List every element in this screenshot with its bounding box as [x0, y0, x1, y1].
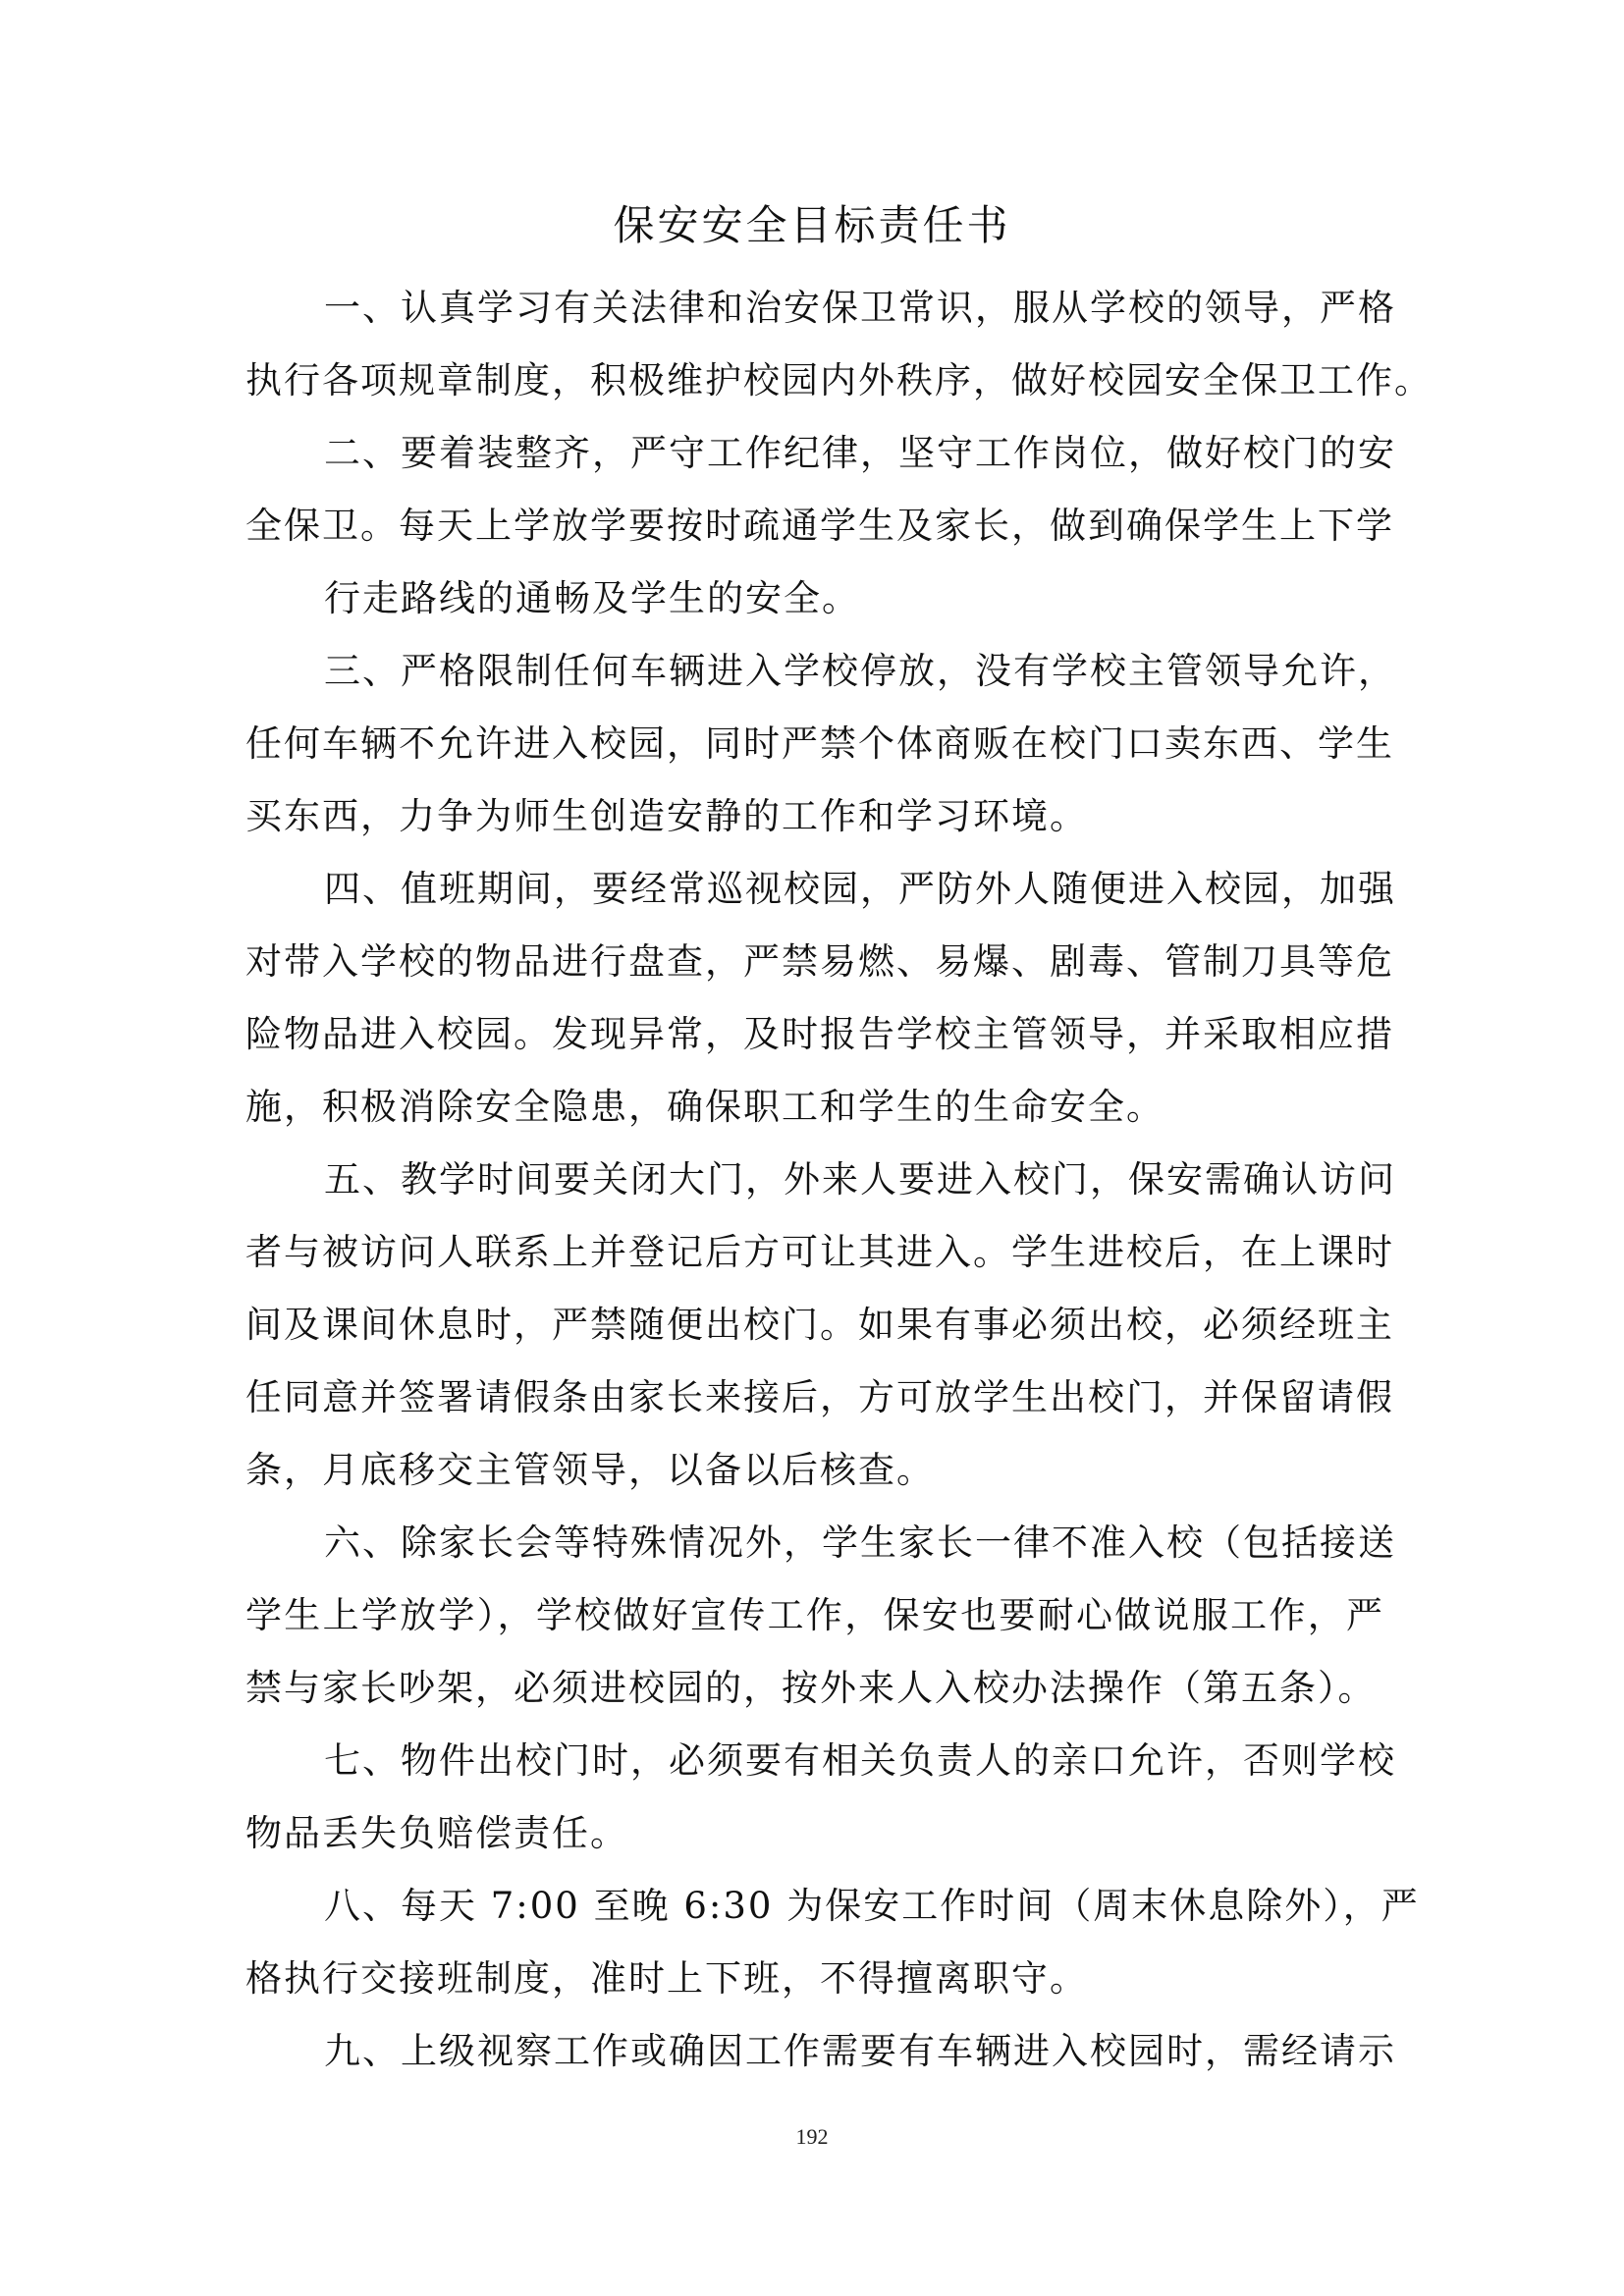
text-line: 一、认真学习有关法律和治安保卫常识，服从学校的领导，严格: [324, 287, 1396, 329]
text-line: 行走路线的通畅及学生的安全。: [324, 577, 860, 619]
text-line: 施，积极消除安全隐患，确保职工和学生的生命安全。: [245, 1086, 1164, 1128]
text-line: 七、物件出校门时，必须要有相关负责人的亲口允许，否则学校: [324, 1739, 1396, 1782]
text-line: 对带入学校的物品进行盘查，严禁易燃、易爆、剧毒、管制刀具等危: [245, 940, 1394, 983]
text-line: 间及课间休息时，严禁随便出校门。如果有事必须出校，必须经班主: [245, 1304, 1394, 1346]
document-title: 保安安全目标责任书: [613, 201, 1011, 249]
text-line: 全保卫。每天上学放学要按时疏通学生及家长，做到确保学生上下学: [245, 505, 1394, 547]
text-line: 九、上级视察工作或确因工作需要有车辆进入校园时，需经请示: [324, 2030, 1396, 2072]
page-number: 192: [795, 2124, 829, 2149]
text-line: 格执行交接班制度，准时上下班，不得擅离职守。: [245, 1957, 1088, 2000]
text-line: 学生上学放学），学校做好宣传工作，保安也要耐心做说服工作，严: [245, 1594, 1384, 1636]
document-body: [245, 272, 1433, 2088]
text-line: 任何车辆不允许进入校园，同时严禁个体商贩在校门口卖东西、学生: [245, 722, 1394, 765]
text-line: 买东西，力争为师生创造安静的工作和学习环境。: [245, 795, 1088, 837]
text-line: 八、每天 7:00 至晚 6:30 为保安工作时间（周末休息除外），严: [324, 1885, 1420, 1927]
text-line: 物品丢失负赔偿责任。: [245, 1812, 628, 1854]
text-line: 三、严格限制任何车辆进入学校停放，没有学校主管领导允许，: [324, 650, 1396, 692]
text-line: 任同意并签署请假条由家长来接后，方可放学生出校门，并保留请假: [245, 1376, 1394, 1418]
text-line: 禁与家长吵架，必须进校园的，按外来人入校办法操作（第五条）。: [245, 1667, 1377, 1709]
text-line: 条，月底移交主管领导，以备以后核查。: [245, 1449, 935, 1491]
text-line: 执行各项规章制度，积极维护校园内外秩序，做好校园安全保卫工作。: [245, 359, 1433, 401]
text-line: 五、教学时间要关闭大门，外来人要进入校门，保安需确认访问: [324, 1158, 1396, 1201]
text-line: 六、除家长会等特殊情况外，学生家长一律不准入校（包括接送: [324, 1522, 1396, 1564]
text-line: 二、要着装整齐，严守工作纪律，坚守工作岗位，做好校门的安: [324, 432, 1396, 474]
text-line: 四、值班期间，要经常巡视校园，严防外人随便进入校园，加强: [324, 868, 1396, 910]
text-line: 者与被访问人联系上并登记后方可让其进入。学生进校后，在上课时: [245, 1231, 1394, 1273]
text-line: 险物品进入校园。发现异常，及时报告学校主管领导，并采取相应措: [245, 1013, 1394, 1055]
